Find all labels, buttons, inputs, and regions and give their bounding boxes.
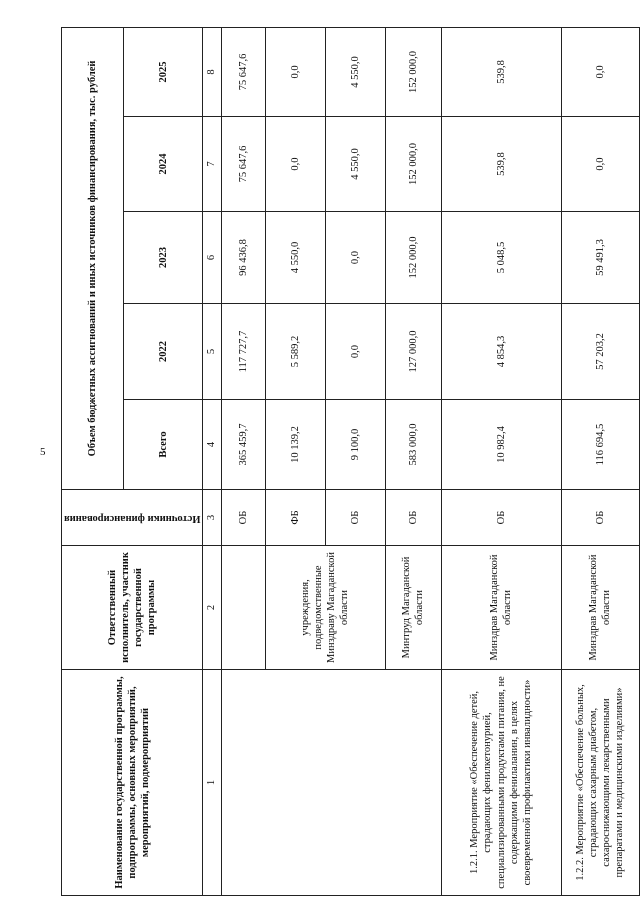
column-number: 5 bbox=[203, 304, 221, 400]
column-number: 1 bbox=[203, 670, 221, 896]
row-source: ФБ bbox=[265, 490, 325, 546]
row-value-total: 583 000,0 bbox=[385, 400, 441, 490]
row-value-2022: 0,0 bbox=[325, 304, 385, 400]
row-value-2022: 57 203,2 bbox=[561, 304, 639, 400]
table-row bbox=[221, 27, 265, 895]
row-value-2022: 127 000,0 bbox=[385, 304, 441, 400]
row-value-total: 9 100,0 bbox=[325, 400, 385, 490]
row-value-total: 10 139,2 bbox=[265, 400, 325, 490]
row-value-2024: 152 000,0 bbox=[385, 117, 441, 212]
column-number: 2 bbox=[203, 546, 221, 670]
header-sources: Источники финансирования bbox=[64, 512, 201, 524]
row-name: 1.2.2. Мероприятие «Обеспечение больных, страдающих сахарным диабетом, сахароснижающими лекарственными препаратами и медицинскими изделиями» bbox=[561, 670, 639, 896]
row-responsible: учреждения, подведомственные Минздраву Магаданской области bbox=[265, 546, 385, 670]
row-source: ОБ bbox=[221, 490, 265, 546]
column-number: 3 bbox=[203, 490, 221, 546]
row-value-2025: 0,0 bbox=[265, 27, 325, 116]
column-number: 8 bbox=[203, 27, 221, 116]
row-value-total: 10 982,4 bbox=[441, 400, 561, 490]
row-value-2024: 539,8 bbox=[441, 117, 561, 212]
row-value-2023: 4 550,0 bbox=[265, 212, 325, 304]
row-responsible: Минздрав Магаданской области bbox=[561, 546, 639, 670]
row-value-2023: 0,0 bbox=[325, 212, 385, 304]
row-responsible: Минтруд Магаданской области bbox=[385, 546, 441, 670]
row-value-2023: 96 436,8 bbox=[221, 212, 265, 304]
row-value-2022: 5 589,2 bbox=[265, 304, 325, 400]
header-year-2023: 2023 bbox=[124, 212, 203, 304]
header-responsible: Ответственный исполнитель, участник государственной программы bbox=[62, 546, 203, 670]
row-value-2025: 75 647,6 bbox=[221, 27, 265, 116]
row-value-2025: 4 550,0 bbox=[325, 27, 385, 116]
row-value-2024: 0,0 bbox=[561, 117, 639, 212]
row-value-2024: 4 550,0 bbox=[325, 117, 385, 212]
header-name: Наименование государственной программы, подпрограммы, основных мероприятий, мероприятий, подмероприятий bbox=[62, 670, 203, 896]
table-row bbox=[441, 27, 561, 895]
row-value-2023: 5 048,5 bbox=[441, 212, 561, 304]
table-row bbox=[561, 27, 639, 895]
row-responsible: Минздрав Магаданской области bbox=[441, 546, 561, 670]
row-source: ОБ bbox=[385, 490, 441, 546]
row-value-2025: 539,8 bbox=[441, 27, 561, 116]
row-value-2024: 0,0 bbox=[265, 117, 325, 212]
row-name bbox=[221, 670, 441, 896]
row-value-2024: 75 647,6 bbox=[221, 117, 265, 212]
row-value-total: 365 459,7 bbox=[221, 400, 265, 490]
column-number: 7 bbox=[203, 117, 221, 212]
row-responsible bbox=[221, 546, 265, 670]
row-name: 1.2.1. Мероприятие «Обеспечение детей, страдающих фенилкетонурией, специализированными продуктами питания, не содержащими фенилаланин, в целях своевременной профилактики инвалидности» bbox=[441, 670, 561, 896]
header-year-2022: 2022 bbox=[124, 304, 203, 400]
row-value-2025: 152 000,0 bbox=[385, 27, 441, 116]
row-value-2025: 0,0 bbox=[561, 27, 639, 116]
budget-table bbox=[61, 27, 640, 896]
row-source: ОБ bbox=[441, 490, 561, 546]
row-source: ОБ bbox=[325, 490, 385, 546]
header-year-2025: 2025 bbox=[124, 27, 203, 116]
header-row-top bbox=[62, 27, 124, 895]
row-value-2023: 152 000,0 bbox=[385, 212, 441, 304]
column-number: 6 bbox=[203, 212, 221, 304]
row-value-2022: 4 854,3 bbox=[441, 304, 561, 400]
header-volume: Объем бюджетных ассигнований и иных источников финансирования, тыс. рублей bbox=[62, 27, 124, 489]
row-source: ОБ bbox=[561, 490, 639, 546]
rotated-table-sheet bbox=[61, 28, 626, 896]
row-value-2022: 117 727,7 bbox=[221, 304, 265, 400]
header-year-2024: 2024 bbox=[124, 117, 203, 212]
column-number: 4 bbox=[203, 400, 221, 490]
header-total: Всего bbox=[124, 400, 203, 490]
column-number-row bbox=[203, 27, 221, 895]
header-sources-cell bbox=[62, 490, 203, 546]
page-number: 5 bbox=[40, 446, 46, 458]
row-value-2023: 59 491,3 bbox=[561, 212, 639, 304]
row-value-total: 116 694,5 bbox=[561, 400, 639, 490]
